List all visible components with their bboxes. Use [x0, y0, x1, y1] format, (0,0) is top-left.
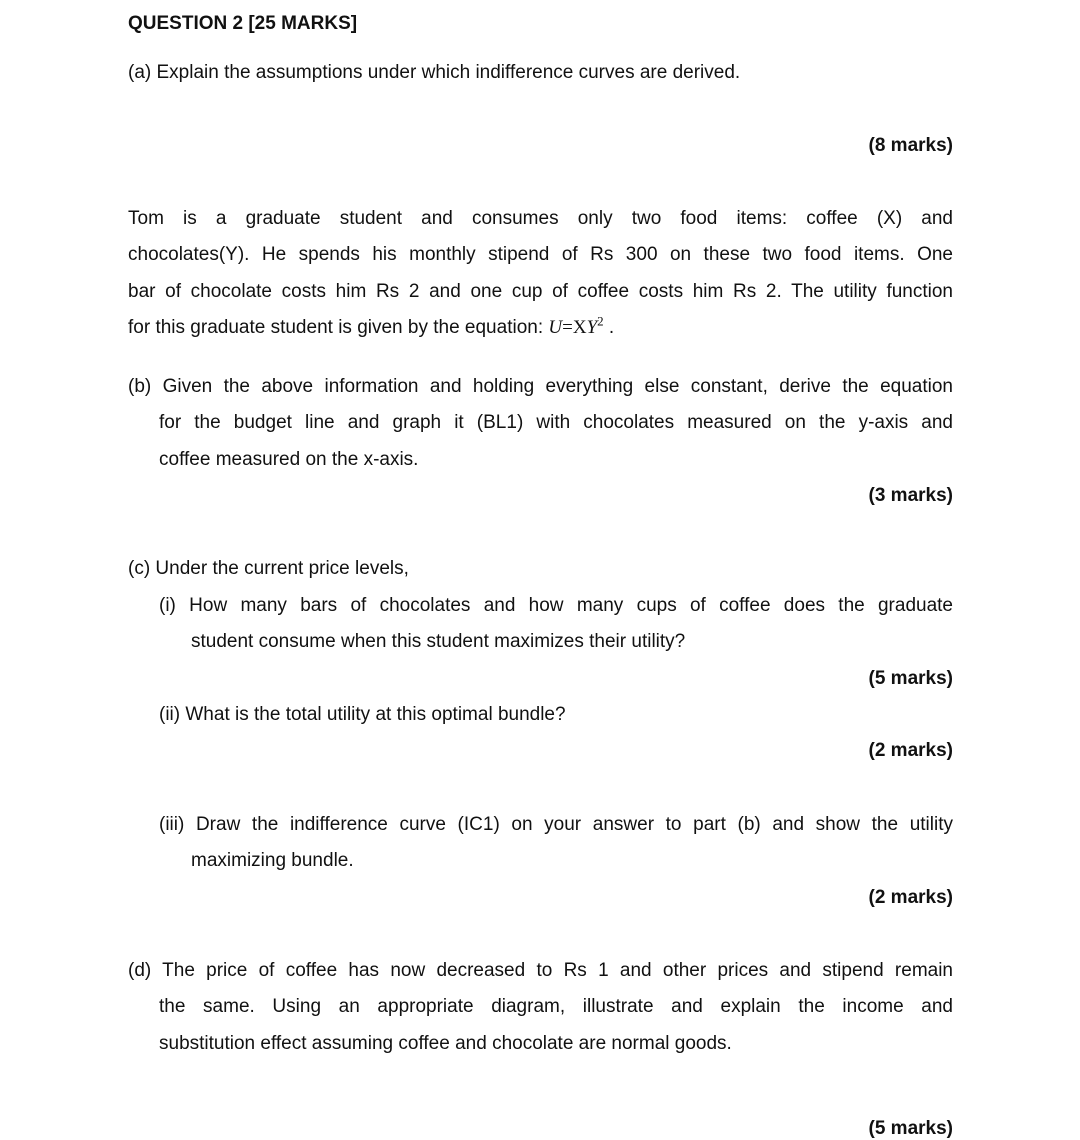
- part-b-line-3: coffee measured on the x-axis.: [159, 449, 419, 470]
- utility-exponent: 2: [597, 313, 604, 329]
- part-c-i-marks: (5 marks): [868, 668, 953, 689]
- part-a-text: (a) Explain the assumptions under which indifference curves are derived.: [128, 62, 741, 83]
- scenario-line-3: bar of chocolate costs him Rs 2 and one cup of coffee costs him Rs 2. The utility function: [128, 281, 953, 302]
- part-d-line-2: the same. Using an appropriate diagram, illustrate and explain the income and: [159, 996, 953, 1017]
- utility-end: .: [603, 317, 615, 338]
- part-d-marks: (5 marks): [868, 1118, 953, 1139]
- question-title: QUESTION 2 [25 MARKS]: [128, 13, 358, 34]
- part-b-line-1: (b) Given the above information and holding everything else constant, derive the equation: [128, 376, 953, 397]
- scenario-line-4: [128, 313, 615, 339]
- part-c-iii-line-2: maximizing bundle.: [191, 850, 354, 871]
- part-c-i-line-1: (i) How many bars of chocolates and how many cups of coffee does the graduate: [159, 595, 953, 616]
- scenario-line-4-prefix: for this graduate student is given by the equation:: [128, 317, 549, 338]
- part-c-intro: (c) Under the current price levels,: [128, 558, 409, 579]
- part-d-line-3: substitution effect assuming coffee and chocolate are normal goods.: [159, 1033, 732, 1054]
- part-b-line-2: for the budget line and graph it (BL1) with chocolates measured on the y-axis and: [159, 412, 953, 433]
- utility-equals-x: =X: [562, 317, 587, 338]
- part-b-marks: (3 marks): [868, 485, 953, 506]
- part-c-iii-marks: (2 marks): [868, 887, 953, 908]
- utility-y: Y: [586, 317, 598, 338]
- part-a-marks: (8 marks): [868, 135, 953, 156]
- part-d-line-1: (d) The price of coffee has now decreased to Rs 1 and other prices and stipend remain: [128, 960, 953, 981]
- utility-symbol: U: [548, 317, 563, 338]
- part-c-ii-text: (ii) What is the total utility at this optimal bundle?: [159, 704, 566, 725]
- scenario-line-1: Tom is a graduate student and consumes only two food items: coffee (X) and: [128, 208, 953, 229]
- scenario-line-2: chocolates(Y). He spends his monthly stipend of Rs 300 on these two food items. One: [128, 244, 953, 265]
- part-c-iii-line-1: (iii) Draw the indifference curve (IC1) on your answer to part (b) and show the utility: [159, 814, 953, 835]
- part-c-ii-marks: (2 marks): [868, 740, 953, 761]
- part-c-i-line-2: student consume when this student maximizes their utility?: [191, 631, 686, 652]
